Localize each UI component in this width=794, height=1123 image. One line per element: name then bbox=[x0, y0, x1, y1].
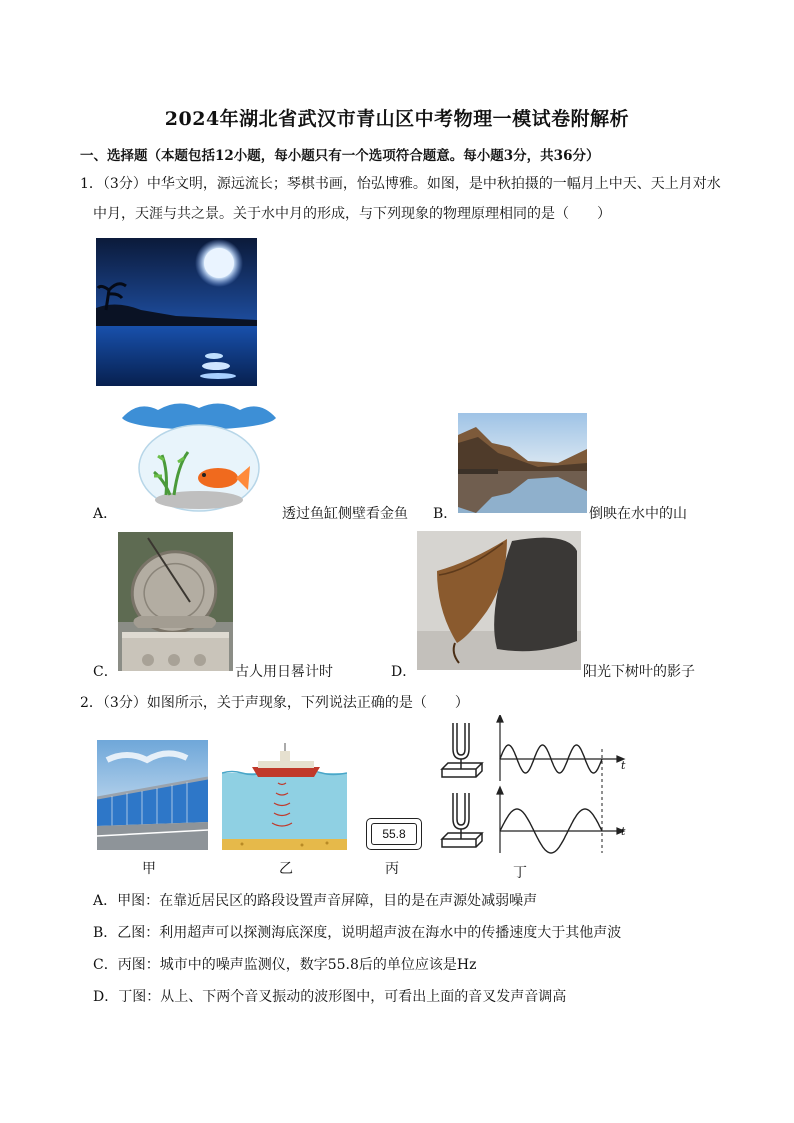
tuning-fork-waveforms bbox=[436, 715, 636, 863]
q1-option-b-text: 倒映在水中的山 bbox=[589, 506, 687, 522]
figure-label-ding: 丁 bbox=[513, 865, 527, 881]
q2-option-a: A．甲图：在靠近居民区的路段设置声音屏障，目的是在声源处减弱噪声 bbox=[93, 893, 538, 909]
q1-option-b-label: B． bbox=[433, 506, 458, 522]
noise-meter bbox=[366, 818, 422, 850]
q1-option-c-text: 古人用日晷计时 bbox=[235, 664, 333, 680]
sundial-photo bbox=[118, 532, 233, 671]
question-1-line-1: 1．（3分）中华文明，源远流长；琴棋书画，怡弘博雅。如图，是中秋拍摄的一幅月上中天、天上月对水 bbox=[80, 176, 721, 192]
question-2-stem: 2．（3分）如图所示，关于声现象，下列说法正确的是（ ） bbox=[80, 695, 469, 711]
tuning-fork-diagram bbox=[436, 715, 636, 863]
q1-option-a-label: A． bbox=[93, 506, 118, 522]
leaf-shadow-photo bbox=[417, 531, 581, 670]
time-axis-label-top: t bbox=[621, 759, 626, 772]
q1-option-a-text: 透过鱼缸侧壁看金鱼 bbox=[282, 506, 408, 522]
figure-label-jia: 甲 bbox=[142, 861, 156, 877]
time-axis-label-bottom: t bbox=[621, 825, 626, 838]
mountain-reflection-photo bbox=[458, 413, 587, 513]
noise-meter-reading: 55.8 bbox=[371, 823, 417, 845]
q2-option-d: D．丁图：从上、下两个音叉振动的波形图中，可看出上面的音叉发声音调高 bbox=[93, 989, 567, 1005]
moon-reflection-photo bbox=[96, 238, 257, 386]
q1-option-d-text: 阳光下树叶的影子 bbox=[583, 664, 695, 680]
figure-label-bing: 丙 bbox=[385, 861, 399, 877]
q1-option-d-label: D． bbox=[391, 664, 417, 680]
noise-barrier-photo bbox=[97, 740, 208, 850]
q1-option-c-label: C． bbox=[93, 664, 118, 680]
question-1-line-2: 中月，天涯与共之景。关于水中月的形成，与下列现象的物理原理相同的是（ ） bbox=[93, 206, 611, 222]
figure-label-yi: 乙 bbox=[279, 861, 293, 877]
goldfish-bowl-photo bbox=[118, 400, 280, 513]
ship-sonar-illustration bbox=[222, 743, 347, 850]
page-title: 2024年湖北省武汉市青山区中考物理一模试卷附解析 bbox=[164, 108, 630, 130]
section-heading: 一、选择题（本题包括12小题，每小题只有一个选项符合题意。每小题3分，共36分） bbox=[80, 148, 600, 164]
q2-option-b: B．乙图：利用超声可以探测海底深度，说明超声波在海水中的传播速度大于其他声波 bbox=[93, 925, 622, 941]
q2-option-c: C．丙图：城市中的噪声监测仪，数字55.8后的单位应该是Hz bbox=[93, 957, 477, 973]
